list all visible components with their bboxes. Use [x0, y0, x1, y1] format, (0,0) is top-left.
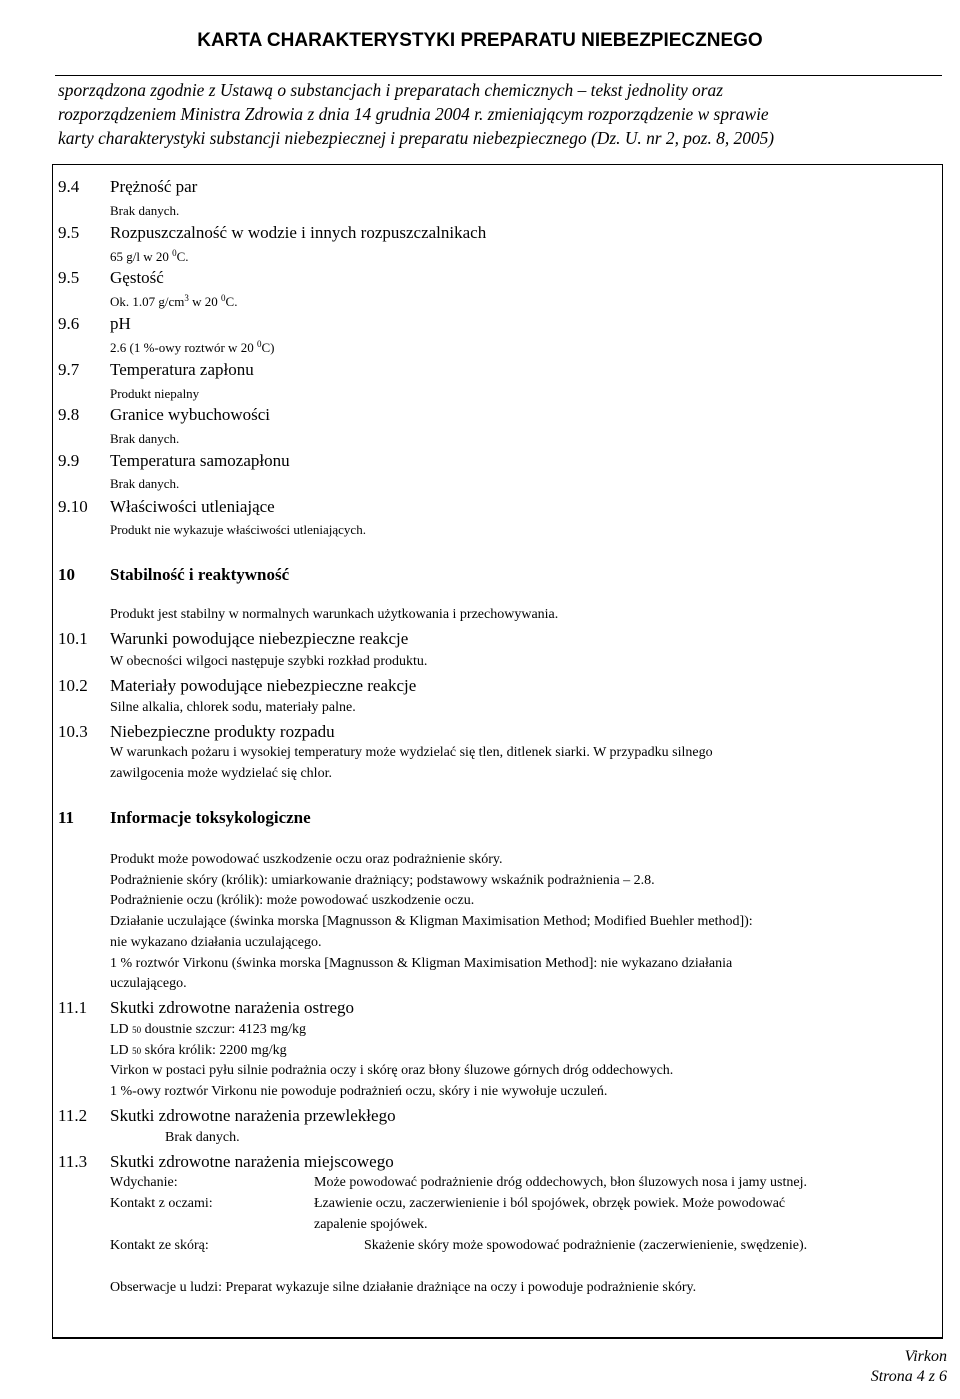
item-number: 9.5 — [58, 268, 80, 287]
item-number: 10.3 — [58, 722, 88, 741]
item-number: 9.10 — [58, 497, 88, 516]
item-value: Produkt niepalny — [110, 386, 200, 401]
section-title: Informacje toksykologiczne — [110, 808, 311, 827]
footer-divider — [52, 1337, 943, 1338]
item-number: 9.5 — [58, 223, 80, 242]
item-value: zawilgocenia może wydzielać się chlor. — [110, 766, 332, 781]
paragraph: Podrażnienie skóry (królik): umiarkowanie drażniący; podstawowy wskaźnik podrażnienia – 2.8. — [110, 873, 655, 888]
item-value: Brak danych. — [110, 476, 180, 491]
item-title: Skutki zdrowotne narażenia miejscowego — [110, 1152, 394, 1171]
exposure-text: Może powodować podrażnienie dróg oddechowych, błon śluzowych nosa i jamy ustnej. — [314, 1175, 807, 1190]
item-number: 11.3 — [58, 1152, 88, 1171]
item-number: 9.9 — [58, 451, 80, 470]
item-number: 9.7 — [58, 360, 80, 379]
ld50-dermal: LD 50 skóra królik: 2200 mg/kg — [110, 1043, 287, 1058]
human-observation: Obserwacje u ludzi: Preparat wykazuje silne działanie drażniące na oczy i powoduje podrażnienie skóry. — [110, 1280, 697, 1295]
footer-product: Virkon — [904, 1348, 947, 1365]
item-value: 65 g/l w 20 $^0$C. — [110, 248, 189, 264]
page-number: Strona 4 z 6 — [870, 1368, 947, 1385]
item-value: W obecności wilgoci następuje szybki rozkład produktu. — [110, 654, 428, 669]
item-value: Brak danych. — [165, 1130, 240, 1145]
item-value: W warunkach pożaru i wysokiej temperatury może wydzielać się tlen, ditlenek siarki. W przypadku silnego — [110, 745, 713, 760]
item-title: Temperatura zapłonu — [110, 360, 254, 379]
paragraph: Produkt może powodować uszkodzenie oczu oraz podrażnienie skóry. — [110, 852, 503, 867]
section-number: 10 — [58, 565, 75, 584]
item-number: 11.1 — [58, 998, 88, 1017]
paragraph: 1 %-owy roztwór Virkonu nie powoduje podrażnień oczu, skóry i nie wywołuje uczuleń. — [110, 1084, 608, 1099]
exposure-label: Kontakt z oczami: — [110, 1196, 213, 1211]
exposure-label: Wdychanie: — [110, 1175, 178, 1190]
header-legal-line: karty charakterystyki substancji niebezpiecznej i preparatu niebezpiecznego (Dz. U. nr 2, poz. 8, 2005) — [58, 128, 775, 148]
header-divider — [55, 75, 942, 76]
item-number: 9.8 — [58, 405, 80, 424]
header-legal-line: rozporządzeniem Ministra Zdrowia z dnia 14 grudnia 2004 r. zmieniającym rozporządzenie w sprawie — [58, 104, 769, 124]
exposure-text: zapalenie spojówek. — [314, 1217, 428, 1232]
exposure-text: Łzawienie oczu, zaczerwienienie i ból spojówek, obrzęk powiek. Może powodować — [314, 1196, 786, 1211]
section-number: 11 — [58, 808, 75, 827]
paragraph: 1 % roztwór Virkonu (świnka morska [Magnusson & Kligman Maximisation Method]: nie wykazano działania — [110, 956, 733, 971]
item-title: Niebezpieczne produkty rozpadu — [110, 722, 335, 741]
item-title: Gęstość — [110, 268, 164, 287]
item-title: Temperatura samozapłonu — [110, 451, 290, 470]
section-intro: Produkt jest stabilny w normalnych warunkach użytkowania i przechowywania. — [110, 607, 559, 622]
item-title: Materiały powodujące niebezpieczne reakcje — [110, 676, 417, 695]
paragraph: Virkon w postaci pyłu silnie podrażnia oczy i skórę oraz błony śluzowe górnych dróg oddechowych. — [110, 1063, 674, 1078]
section-title: Stabilność i reaktywność — [110, 565, 290, 584]
item-number: 10.1 — [58, 629, 88, 648]
paragraph: uczulającego. — [110, 976, 187, 991]
item-value: Brak danych. — [110, 203, 180, 218]
item-title: pH — [110, 314, 131, 333]
document-title: KARTA CHARAKTERYSTYKI PREPARATU NIEBEZPIECZNEGO — [197, 30, 763, 51]
paragraph: Działanie uczulające (świnka morska [Magnusson & Kligman Maximisation Method; Modified Buehler method]): — [110, 914, 753, 929]
item-number: 11.2 — [58, 1106, 88, 1125]
item-title: Rozpuszczalność w wodzie i innych rozpuszczalnikach — [110, 223, 487, 242]
exposure-text: Skażenie skóry może spowodować podrażnienie (zaczerwienienie, swędzenie). — [364, 1238, 808, 1253]
item-number: 9.4 — [58, 177, 80, 196]
item-value: Produkt nie wykazuje właściwości utleniających. — [110, 522, 366, 537]
paragraph: nie wykazano działania uczulającego. — [110, 935, 322, 950]
item-title: Skutki zdrowotne narażenia ostrego — [110, 998, 355, 1017]
item-number: 9.6 — [58, 314, 80, 333]
item-title: Granice wybuchowości — [110, 405, 271, 424]
ld50-oral: LD 50 doustnie szczur: 4123 mg/kg — [110, 1022, 307, 1037]
item-title: Właściwości utleniające — [110, 497, 275, 516]
item-value: Ok. 1.07 $g/cm^3$ w 20 $^0$C. — [110, 293, 238, 309]
item-value: Silne alkalia, chlorek sodu, materiały palne. — [110, 700, 356, 715]
item-title: Warunki powodujące niebezpieczne reakcje — [110, 629, 409, 648]
item-value: 2.6 (1 %-owy roztwór w 20 $^0$C) — [110, 339, 275, 355]
item-number: 10.2 — [58, 676, 88, 695]
exposure-label: Kontakt ze skórą: — [110, 1238, 209, 1253]
paragraph: Podrażnienie oczu (królik): może powodować uszkodzenie oczu. — [110, 893, 475, 908]
header-legal-line: sporządzona zgodnie z Ustawą o substancjach i preparatach chemicznych – tekst jednolity oraz — [58, 80, 723, 100]
item-value: Brak danych. — [110, 431, 180, 446]
item-title: Prężność par — [110, 177, 198, 196]
item-title: Skutki zdrowotne narażenia przewlekłego — [110, 1106, 396, 1125]
